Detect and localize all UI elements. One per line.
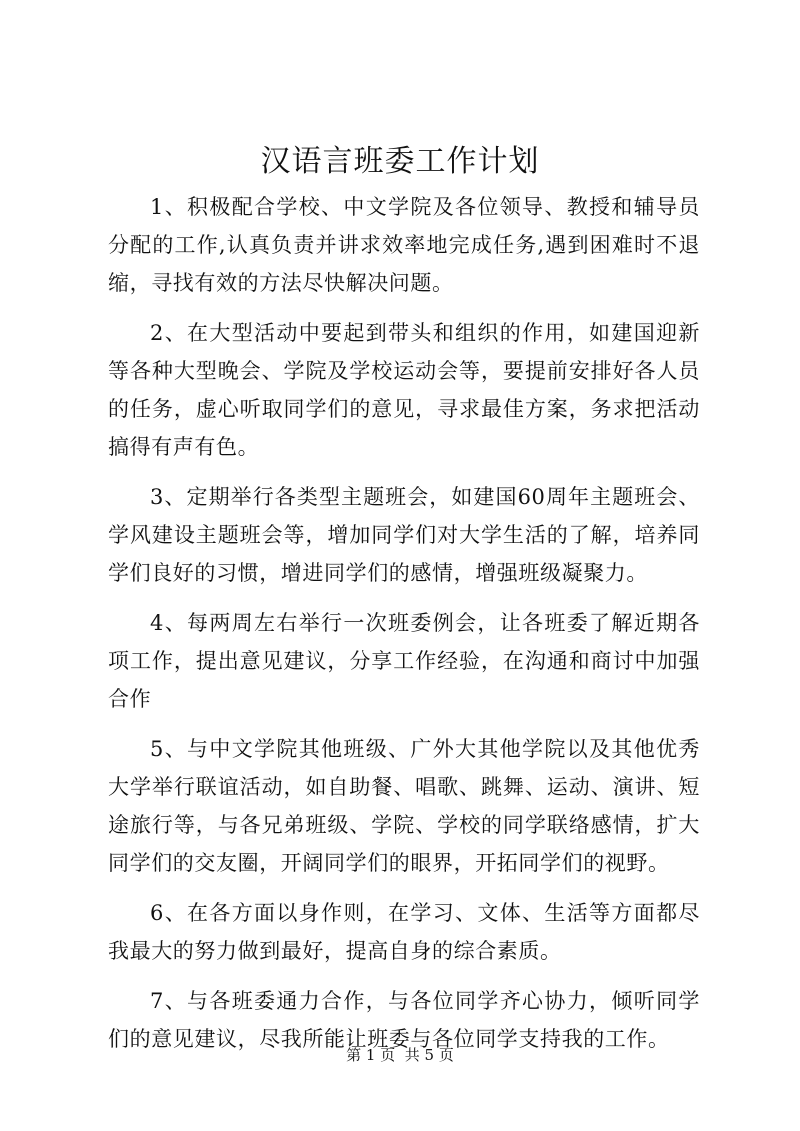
paragraph-2: 2、在大型活动中要起到带头和组织的作用，如建国迎新等各种大型晚会、学院及学校运动会等，要提前安排好各人员的任务，虚心听取同学们的意见，寻求最佳方案，务求把活动搞得有声有色。: [108, 321, 700, 459]
page-footer: [0, 1044, 800, 1066]
paragraph-6: 6、在各方面以身作则，在学习、文体、生活等方面都尽我最大的努力做到最好，提高自身的综合素质。: [108, 901, 700, 963]
paragraph-5: 5、与中文学院其他班级、广外大其他学院以及其他优秀大学举行联谊活动，如自助餐、唱歌、跳舞、运动、演讲、短途旅行等，与各兄弟班级、学院、学校的同学联络感情，扩大同学们的交友圈，开阔同学们的眼界，开拓同学们的视野。: [108, 737, 700, 875]
paragraph-1: 1、积极配合学校、中文学院及各位领导、教授和辅导员分配的工作,认真负责并讲求效率地完成任务,遇到困难时不退缩，寻找有效的方法尽快解决问题。: [108, 195, 700, 295]
page-indicator: 第 1 页 共 5 页: [346, 1046, 454, 1064]
paragraph-7: 7、与各班委通力合作，与各位同学齐心协力，倾听同学们的意见建议，尽我所能让班委与各位同学支持我的工作。: [108, 989, 700, 1051]
paragraph-4: 4、每两周左右举行一次班委例会，让各班委了解近期各项工作，提出意见建议，分享工作经验，在沟通和商讨中加强合作: [108, 611, 700, 711]
paragraph-3: 3、定期举行各类型主题班会，如建国60周年主题班会、学风建设主题班会等，增加同学们对大学生活的了解，培养同学们良好的习惯，增进同学们的感情，增强班级凝聚力。: [108, 485, 700, 585]
document-body: [108, 188, 700, 1070]
document-title: 汉语言班委工作计划: [260, 144, 540, 179]
